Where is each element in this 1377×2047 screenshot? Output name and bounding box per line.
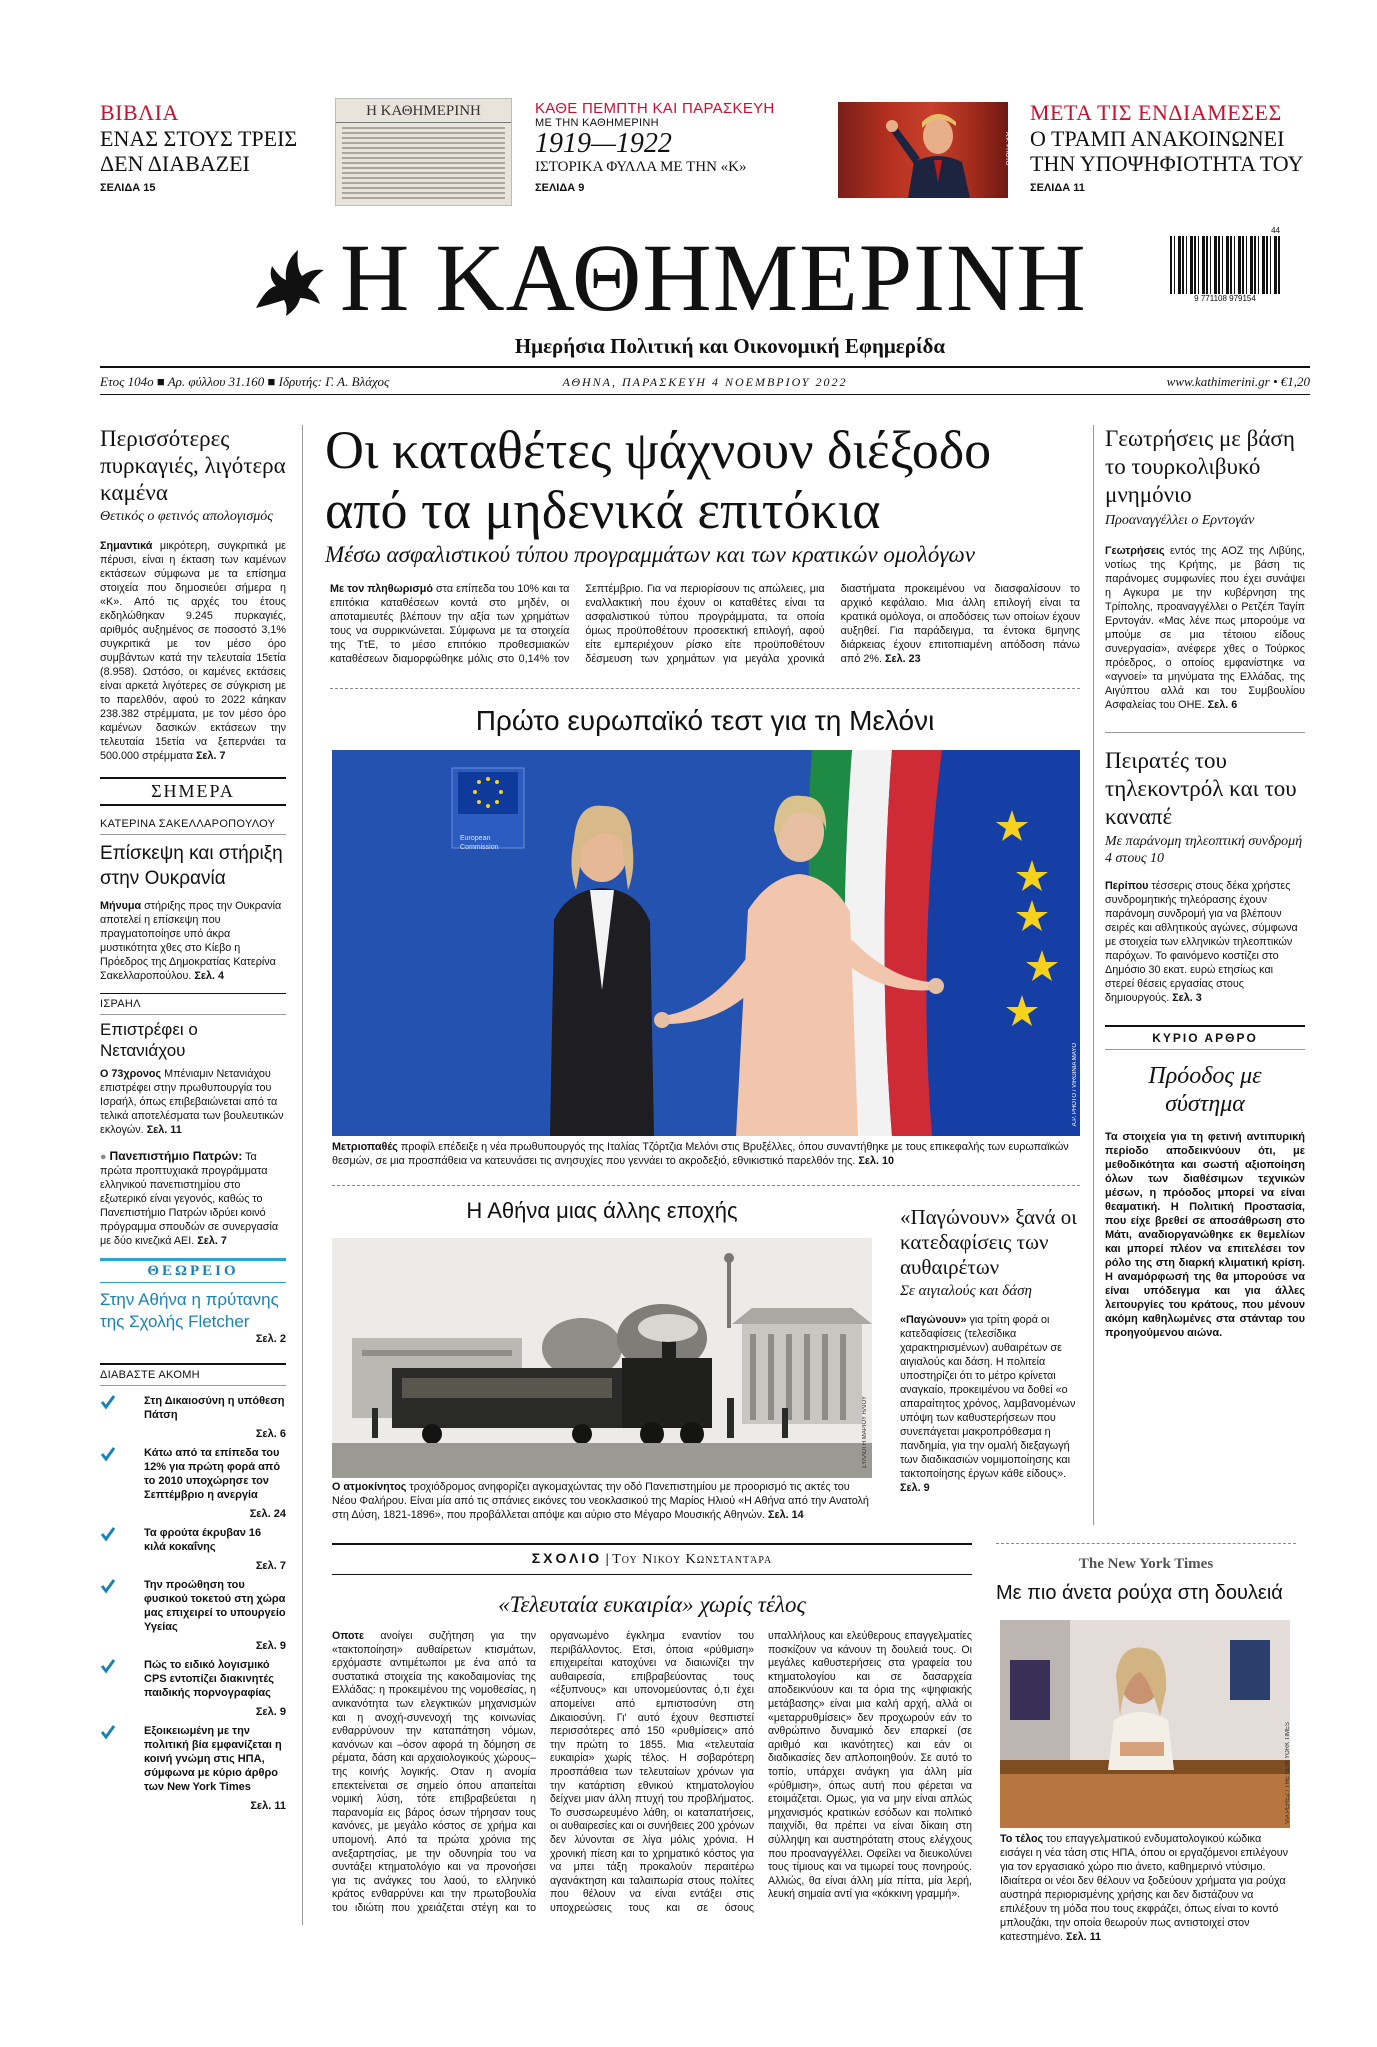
nyt-caption: Το τέλος του επαγγελματικού ενδυματολογικού κώδικα εισάγει η νέα τάση στις ΗΠΑ, όπου οι εργαζόμενοι επιλέγουν για τον εργασιακό χώρο πιο άνετο, καθημερινό ντύσιμο. Ιδιαίτερα οι νέοι δεν θέλουν να ξοδεύουν χρήματα για ρούχα αυστηρά περιορισμένης χρήσης και δεν διστάζουν να επιλέξουν τη μόδα που τους εκφράζει, όπως είναι το κοντό μπλουζάκι, την οποία θεωρούν πως αντιστοιχεί στον κατεστημένο. Σελ. 11 (1000, 1833, 1289, 1943)
right-column (1105, 425, 1305, 1340)
trump-photo[interactable] (838, 102, 1008, 198)
athens-photo[interactable] (332, 1238, 872, 1478)
today-bar: ΣΗΜΕΡΑ (100, 777, 286, 806)
promo-historic-title: ΙΣΤΟΡΙΚΑ ΦΥΛΛΑ ΜΕ ΤΗΝ «Κ» (535, 159, 747, 175)
read-more-list (100, 1394, 286, 1812)
dateline-left: Ετος 104ο ■ Αρ. φύλλου 31.160 ■ Ιδρυτής: Γ. Α. Βλάχος (100, 374, 390, 389)
peacocks-title[interactable]: «Παγώνουν» ξανά οι κατεδαφίσεις των αυθαιρέτων (900, 1205, 1077, 1279)
promo-trump-title: Ο ΤΡΑΜΠ ΑΝΑΚΟΙΝΩΝΕΙ ΤΗΝ ΥΠΟΨΗΦΙΟΤΗΤΑ ΤΟΥ (1030, 126, 1304, 176)
comment-header: ΣΧΟΛΙΟ | Του Νικου Κωνσταντάρα (531, 1550, 773, 1567)
theorio-text[interactable]: Στην Αθήνα η πρύτανης της Σχολής Fletcher (100, 1290, 279, 1331)
comment-body: Οποτε ανοίγει συζήτηση για την «τακτοποίηση» αυθαίρετων κτισμάτων, ερχόμαστε αντιμέτωποι με ένα από τα συστατικά στοιχεία της κακοδαιμονίας της Ελλάδας: η προκειμένου της νομοθεσίας, η ανικανότητα των ελεγκτικών μηχανισμών και η ανοχή-συνενοχή της κοινωνίας ενθαρρύνουν την καταπάτηση νόμων, κανόνων και –όσον αφορά τη δόμηση σε ρέματα, δάση και αρχαιολογικούς χώρους– της κοινής λογικής. Οταν η ανομία επεκτείνεται σε σημείο όπου απαιτείται νομική λύση, τότε επιβραβεύεται η παρανομία εις βάρος όσων τήρησαν τους κανόνες, με μεγάλο κόστος σε χρήμα και υπομονή. Από τα πρώτα χρόνια της ανεξαρτησίας, με την οδυνηρία του να συντάξει κτηματολόγιο και να προνοήσει για τις ανάγκες του λαού, το ελληνικό κράτος ενθαρρύνει και την πρωτοβουλία του ιδιώτη που χρειάζεται στέγη και το οργανωμένο έγκλημα εναντίον του περιβάλλοντος. Ετσι, όποια «ρύθμιση» επιχειρείται κατοχύνει να διαιωνίζει την αυθαιρεσία, επιβραβεύοντας τους «έξυπνους» και υπονομεύοντας ό,τι έχει απομείνει από εμπιστοσύνη στη Δικαιοσύνη. Γι' αυτό έχουν θεσπιστεί περισσότερες από 150 «ρυθμίσεις» από την πρώτη το 1855. Μια «τελευταία ευκαιρία» χωρίς τέλος. Η σοβαρότερη προσπάθεια των τελευταίων χρόνων για την κατάρτιση εθνικού κτηματολογίου δείχνει μιαν άλλη πτυχή του προβλήματος. Το συσσωρευμένο λάθη, οι καταπατήσεις, οι αυθαιρεσίες και οι συνήθειες 200 χρόνων δεν λύνονται σε λίγα μόλις χρόνια. Η χρονική πίεση και το χρηματικό κόστος για να μπει τάξη προκαλούν περαιτέρω αγανάκτηση και ταλαιπωρία στους πολίτες που θέλουν να είναι εντάξει στις υποχρεώσεις τους και σε όσους υπαλλήλους και ελεύθερους επαγγελματίες ποσκίζουν να κάνουν τη δουλειά τους. Οι μεγάλες καθυστερήσεις στα γραφεία του κτηματολογίου και σε δασαρχεία αποδεικνύουν και τα όρια της «ψηφιακής μετάβασης» είναι μια καλή αρχή, αλλά οι «μεταρρυθμίσεις» δεν προχωρούν εάν το ανθρώπινο δυναμικό δεν επαρκεί (σε αριθμό και ικανότητες) και εάν οι διαδικασίες δεν απλοποιηθούν. Σε αυτό το τοπίο, υπάρχει ανάγκη για άλλη μία «ρύθμιση», όπως αυτή που φέρεται να ετοιμάζεται. Ομως, για να μην είναι απλώς μηχανισμός κρατικών εσόδων και πολιτικό παιχνίδι, θα πρέπει να είναι δίκαιη στη σύλληψη και αυστηρότατη στους ελέγχους που προαναγγέλλει. Οφείλει να διευκολύνει τους τίμιους και να τιμωρεί τους πονηρούς. Αλλιώς, θα είναι άλλη μία πίττα, μία λερή, λευκή σημαία αντί για «κόκκινη γραμμή». (332, 1630, 972, 1914)
read-more-item[interactable]: Την προώθηση του φυσικού τοκετού στη χώρα μας επιχειρεί το υπουργείο Υγείας Σελ. 9 (100, 1578, 286, 1652)
read-more-item[interactable]: Στη Δικαιοσύνη η υπόθεση Πάτση Σελ. 6 (100, 1394, 286, 1440)
promo-books-title: ΕΝΑΣ ΣΤΟΥΣ ΤΡΕΙΣ ΔΕΝ ΔΙΑΒΑΖΕΙ (100, 126, 298, 176)
drilling-body: Γεωτρήσεις εντός της ΑΟΖ της Λιβύης, νοτίως της Κρήτης, με βάση τις παράνομες συμφωνίες που έχει συνάψει η Αγκυρα με την κυβέρνηση της Τρίπολης, προαναγγέλλει ο Ρετζέπ Ταγίπ Ερντογάν. «Μας λένε πως μπορούμε να μπούμε σε μια τέτοιου είδους συνεργασία», ανέφερε χθες ο Τούρκος πρόεδρος, ο οποίος εμφανίστηκε να «αγνοεί» τα μηνύματα της Ελλάδας, της Αιγύπτου αλλά και του Συμβουλίου Ασφαλείας του ΟΗΕ. Σελ. 6 (1105, 545, 1305, 711)
editorial-body: Τα στοιχεία για τη φετινή αντιπυρική περίοδο αποδεικνύουν ότι, με μεθοδικότητα και σωστή αξιοποίηση όλων των διαθέσιμων τεχνικών μέσων, η πρόοδος μπορεί να είναι θεαματική. Η Πολιτική Προστασία, που είχε βρεθεί σε αποσάθρωση στο Μάτι, αναδιοργανώθηκε εκ θεμελίων και μπορεί πλέον να επιτελέσει τον ρόλο της στη διαρκή κλιματική κρίση. Η αναμόρφωσή της θα μπορούσε να είναι υπόδειγμα και για άλλες λειτουργίες του κράτους, που μένουν ακόμη καθηλωμένες στα στάνταρ του προηγούμενου αιώνα. (1105, 1131, 1305, 1339)
checkmark-icon (100, 1578, 116, 1594)
peacocks-body: «Παγώνουν» για τρίτη φορά οι κατεδαφίσεις (τελεσίδικα χαρακτηρισμένων) αυθαιρέτων σε αιγιαλούς και δάση. Η πολιτεία υποστηρίζει ότι το μέτρο κρίνεται αναγκαίο, προκειμένου να δοθεί «ο απαραίτητος χρόνος, λαμβανομένων υπόψη των καθυστερήσεων που συνεπάγεται μακροπρόθεσμα η πανδημία, για την ομαλή διεξαγωγή των διαδικασιών νομιμοποίησης και τακτοποίησης έργων κάθε είδους». Σελ. 9 (900, 1314, 1076, 1494)
drilling-subtitle: Προαναγγέλλει ο Ερντογάν (1105, 513, 1255, 528)
peacocks-subtitle: Σε αιγιαλούς και δάση (900, 1283, 1032, 1299)
checkmark-icon (100, 1446, 116, 1462)
meloni-caption: Μετριοπαθές προφίλ επέδειξε η νέα πρωθυπουργός της Ιταλίας Τζόρτζια Μελόνι στις Βρυξέλλες, όπου συναντήθηκε με τους επικεφαλής των ευρωπαϊκών θεσμών, σε μια προσπάθεια να κατευνάσει τις ανησυχίες που γεννάει το ακροδεξιό, εθνικιστικό παρελθόν της. Σελ. 10 (332, 1141, 1069, 1167)
sakellaropoulou-title[interactable]: Επίσκεψη και στήριξη στην Ουκρανία (100, 843, 283, 889)
masthead-subtitle: Ημερήσια Πολιτική και Οικονομική Εφημερίδα (514, 334, 946, 358)
trump-figure (838, 102, 1008, 198)
fires-body: Σημαντικά μικρότερη, συγκριτικά με πέρυσι, είναι η έκταση των καμένων εκτάσεων σύμφωνα με τα επίσημα στοιχεία που δημοσιεύει σήμερα η «Κ». Από τις αρχές του έτους εκδηλώθηκαν 9.245 πυρκαγιές, αριθμός αυξημένος σε ποσοστό 3,1% συγκριτικά με τον μέσο όρο συμβάντων κατά την τελευταία 15ετία (8.958). Ωστόσο, οι καμένες εκτάσεις είναι αρκετά λιγότερες σε σύγκριση με το παρελθόν, αφού το 2022 κάηκαν 238.382 στρέμματα, με τον μέσο όρο καμένων δασικών εκτάσεων την τελευταία 15ετία να ξεπερνάει τα 500.000 στρέμματα Σελ. 7 (100, 540, 286, 762)
nyt-photo-scene (1000, 1620, 1290, 1828)
meloni-photo[interactable] (332, 750, 1080, 1136)
masthead-logo-icon (246, 238, 330, 322)
athens-photo-credit: ΣΥΛΛΟΓΗ ΜΑΡΙΟΥ ΗΛΙΟΥ (862, 1395, 868, 1468)
pirates-title[interactable]: Πειρατές του τηλεκοντρόλ και του καναπέ (1105, 748, 1297, 829)
meloni-photo-credit: A.P. PHOTO / VIRGINIA MAYO (1072, 1042, 1078, 1126)
checkmark-icon (100, 1394, 116, 1410)
checkmark-icon (100, 1526, 116, 1542)
editorial-label: ΚΥΡΙΟ ΑΡΘΡΟ (1105, 1025, 1305, 1050)
barcode-number: 9 771108 979154 (1194, 294, 1256, 303)
theorio-bar: ΘΕΩΡΕΙΟ (100, 1258, 286, 1283)
promo-historic-sub: ΜΕ ΤΗΝ ΚΑΘΗΜΕΡΙΝΗ (535, 117, 659, 129)
drilling-title[interactable]: Γεωτρήσεις με βάση το τουρκολιβυκό μνημόνιο (1105, 426, 1295, 507)
historic-issue-thumb-text (342, 127, 505, 199)
promo-historic[interactable] (535, 100, 795, 194)
peacocks-story (900, 1205, 1080, 1495)
israel-body: Ο 73χρονος Μπένιαμιν Νετανιάχου επιστρέφει στην πρωθυπουργία του Ισραήλ, όπως επιβεβαιώνεται από τα τελικά αποτελέσματα των βουλευτικών εκλογών. Σελ. 11 (100, 1068, 284, 1136)
promo-historic-tag: ΚΑΘΕ ΠΕΜΠΤΗ ΚΑΙ ΠΑΡΑΣΚΕΥΗ (535, 100, 775, 117)
masthead-barcode (1170, 226, 1280, 306)
masthead-title: Η ΚΑΘΗΜΕΡΙΝΗ (340, 224, 1087, 331)
athens-title[interactable]: Η Αθήνα μιας άλλης εποχής (466, 1198, 738, 1223)
nyt-title[interactable]: Με πιο άνετα ρούχα στη δουλειά (996, 1582, 1283, 1604)
read-more-item[interactable]: Πώς το ειδικό λογισμικό CPS εντοπίζει διακινητές παιδικής πορνογραφίας Σελ. 9 (100, 1658, 286, 1718)
promo-historic-years: 1919—1922 (535, 128, 672, 159)
promo-books-tag: ΒΙΒΛΙΑ (100, 100, 179, 125)
promo-historic-page: ΣΕΛΙΔΑ 9 (535, 182, 585, 194)
read-more-item[interactable]: Τα φρούτα έκρυβαν 16 κιλά κοκαΐνης Σελ. 7 (100, 1526, 286, 1572)
israel-title[interactable]: Επιστρέφει ο Νετανιάχου (100, 1020, 198, 1060)
left-column (100, 425, 286, 1818)
checkmark-icon (100, 1724, 116, 1740)
athens-photo-scene (332, 1238, 872, 1478)
main-body: Με τον πληθωρισμό στα επίπεδα του 10% και τα επιτόκια καταθέσεων κοντά στο μηδέν, οι αποταμιευτές βλέπουν την αξία των χρημάτων τους να συρρικνώνεται. Σύμφωνα με τα στοιχεία της ΤτΕ, το μέσο επιτόκιο προθεσμιακών καταθέσεων διαμορφώθηκε μόλις στο 0,14% τον Σεπτέμβριο. Για να περιορίσουν τις απώλειες, μια εναλλακτική που έχουν οι καταθέτες είναι τα ασφαλιστικού τύπου προγράμματα, τα οποία όμως προϋποθέτουν προσεκτική επιλογή, αφού είτε εμπεριέχουν ρίσκο είτε προϋποθέτουν δέσμευση των χρημάτων για μεγάλα χρονικά διαστήματα προκειμένου να διασφαλίσουν το αρχικό κεφάλαιο. Μια άλλη επιλογή είναι τα κρατικά ομόλογα, οι αποδόσεις των οποίων έχουν αυξηθεί. Για παράδειγμα, τα έντοκα 6μηνης διάρκειας έχουν επιτοπιαμένη απόδοση πάνω από 2%. Σελ. 23 (330, 583, 1080, 665)
historic-issue-thumbnail[interactable] (335, 98, 512, 206)
pirates-body: Περίπου τέσσερις στους δέκα χρήστες συνδρομητικής τηλεόρασης έχουν παράνομη συνδρομή για να βλέπουν σειρές και αθλητικούς αγώνες, σύμφωνα με στοιχεία των ελληνικών τηλεοπτικών παρόχων. Το φαινόμενο κοστίζει στο Δημόσιο 30 εκατ. ευρώ ετησίως και στερεί θέσεις εργασίας στους δημιουργούς. Σελ. 3 (1105, 880, 1298, 1004)
main-subhead: Μέσω ασφαλιστικού τύπου προγραμμάτων και των κρατικών ομολόγων (325, 542, 975, 567)
fires-subtitle: Θετικός ο φετινός απολογισμός (100, 509, 273, 524)
nyt-photo-credit: VIA PEREZ / THE NEW YORK TIMES (1285, 1721, 1291, 1824)
dateline-right: www.kathimerini.gr • €1,20 (1166, 374, 1310, 389)
comment-label: ΣΧΟΛΙΟ (531, 1550, 603, 1566)
promo-books-page: ΣΕΛΙΔΑ 15 (100, 182, 156, 194)
read-more-item[interactable]: Εξοικειωμένη με την πολιτική βία εμφανίζεται η κοινή γνώμη στις ΗΠΑ, σύμφωνα με κύριο άρθρο των New York Times Σελ. 11 (100, 1724, 286, 1812)
promo-trump-tag: ΜΕΤΑ ΤΙΣ ΕΝΔΙΑΜΕΣΕΣ (1030, 100, 1282, 125)
historic-issue-thumb-title: Η ΚΑΘΗΜΕΡΙΝΗ (336, 103, 511, 123)
sakellaropoulou-body: Μήνυμα στήριξης προς την Ουκρανία αποτελεί η επίσκεψη που πραγματοποίησε υπό άκρα μυστικότητα χθες στο Κίεβο η Πρόεδρος της Δημοκρατίας Κατερίνα Σακελλαροπούλου. Σελ. 4 (100, 900, 282, 982)
promo-trump-page: ΣΕΛΙΔΑ 11 (1030, 182, 1085, 194)
read-more-item[interactable]: Κάτω από τα επίπεδα του 12% για πρώτη φορά από το 2010 υποχώρησε τον Σεπτέμβριο η ανεργία Σελ. 24 (100, 1446, 286, 1520)
main-headline[interactable]: Οι καταθέτες ψάχνουν διέξοδο από τα μηδενικά επιτόκια (325, 420, 992, 540)
dateline-center: ΑΘΗΝΑ, ΠΑΡΑΣΚΕΥΗ 4 ΝΟΕΜΒΡΙΟΥ 2022 (562, 375, 848, 389)
nyt-photo[interactable] (1000, 1620, 1290, 1828)
theorio-page: Σελ. 2 (255, 1333, 286, 1345)
comment-author: Του Νικου Κωνσταντάρα (612, 1552, 773, 1567)
israel-kicker: ΙΣΡΑΗΛ (100, 993, 286, 1015)
promo-books[interactable] (100, 100, 310, 194)
athens-caption: Ο ατμοκίνητος τροχιόδρομος ανηφορίζει αγκομαχώντας την οδό Πανεπιστημίου με προορισμό τις ακτές του Νέου Φαλήρου. Είναι μία από τις σπάνιες εικόνες του νεοκλασικού της Μαρίος Ηλιού «Η Αθήνα από την Ανατολή στη Δύση, 1821-1896», που προβάλλεται απόψε και αύριο στο Μέγαρο Μουσικής Αθηνών. Σελ. 14 (332, 1481, 869, 1521)
patras-body: ● Πανεπιστήμιο Πατρών: Τα πρώτα προπτυχιακά προγράμματα ελληνικού πανεπιστημίου στο εξωτερικό είναι γεγονός, καθώς το Πανεπιστήμιο Πατρών ιδρύει κοινό πρόγραμμα σπουδών σε συνεργασία με δύο κινεζικά ΑΕΙ. Σελ. 7 (100, 1149, 279, 1247)
promo-trump[interactable] (1030, 100, 1310, 194)
fires-page: Σελ. 7 (195, 750, 226, 762)
comment-title[interactable]: «Τελευταία ευκαιρία» χωρίς τέλος (498, 1592, 806, 1617)
pirates-subtitle: Με παράνομη τηλεοπτική συνδρομή 4 στους 10 (1105, 834, 1303, 866)
editorial-title[interactable]: Πρόοδος με σύστημα (1148, 1063, 1262, 1117)
trump-photo-credit: A.P. PHOTO (1004, 132, 1010, 166)
sakellaropoulou-kicker: ΚΑΤΕΡΙΝΑ ΣΑΚΕΛΛΑΡΟΠΟΥΛΟΥ (100, 818, 286, 835)
nyt-logo: The New York Times (1078, 1556, 1214, 1572)
barcode-issue: 44 (1271, 226, 1280, 235)
meloni-photo-scene (332, 750, 1080, 1136)
meloni-photo-sign: European Commission (460, 835, 499, 851)
checkmark-icon (100, 1658, 116, 1674)
meloni-title[interactable]: Πρώτο ευρωπαϊκό τεστ για τη Μελόνι (475, 705, 935, 736)
read-more-label: ΔΙΑΒΑΣΤΕ ΑΚΟΜΗ (100, 1363, 286, 1386)
fires-title[interactable]: Περισσότερες πυρκαγιές, λιγότερα καμένα (100, 426, 286, 505)
